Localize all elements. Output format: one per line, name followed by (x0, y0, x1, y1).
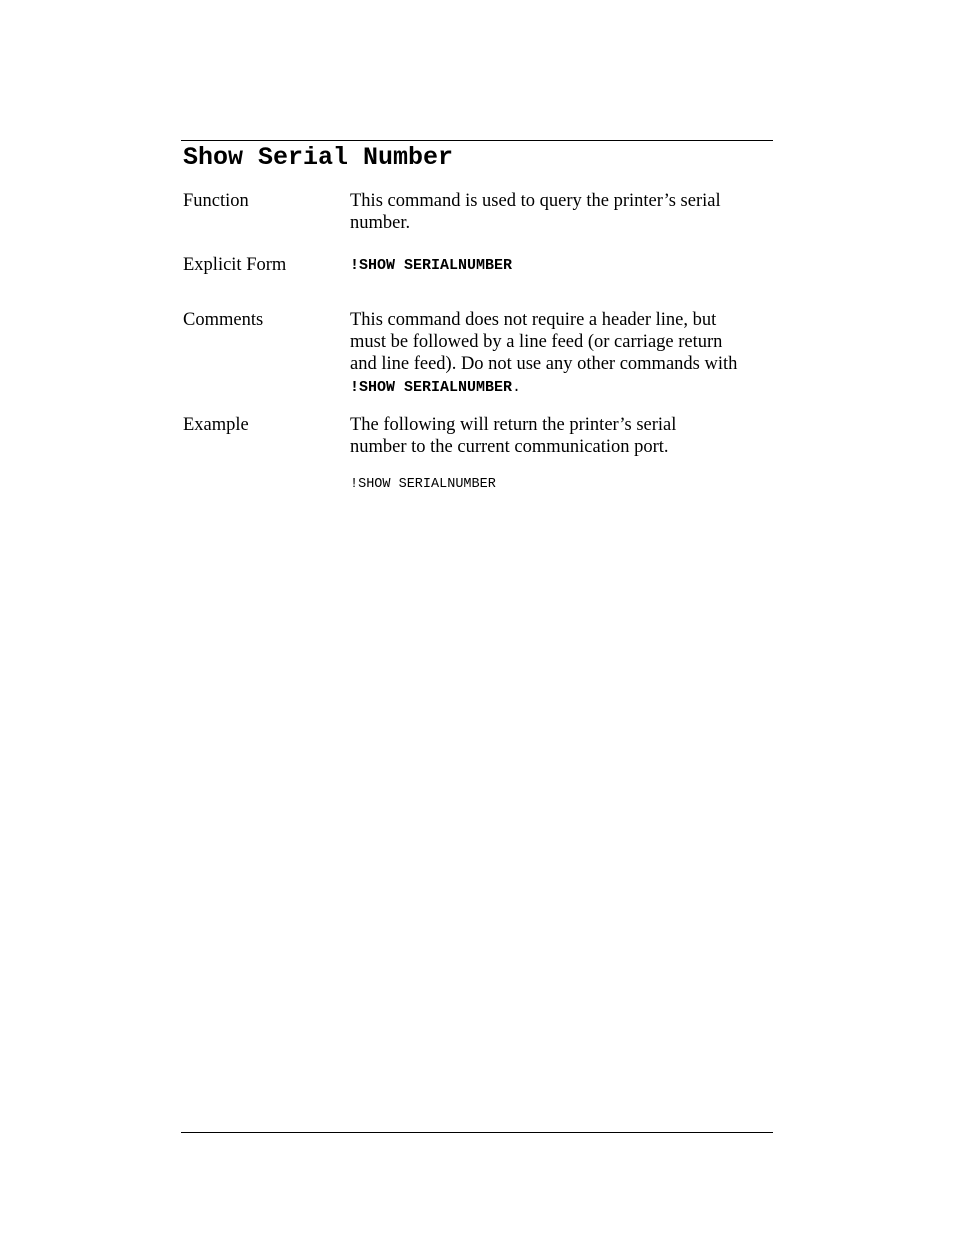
function-line-1: This command is used to query the printer’s serial (350, 191, 721, 211)
bottom-rule (181, 1132, 773, 1133)
example-line-2: number to the current communication port. (350, 437, 669, 457)
explicit-form-value (350, 253, 790, 276)
example-code: !SHOW SERIALNUMBER (350, 477, 496, 492)
comments-line-2: must be followed by a line feed (or carriage return (350, 332, 723, 352)
function-line-2: number. (350, 213, 411, 233)
comments-description (350, 309, 790, 398)
comments-line-1: This command does not require a header line, but (350, 310, 717, 330)
example-label: Example (183, 415, 249, 435)
comments-line-3: and line feed). Do not use any other commands with (350, 354, 738, 374)
comments-command-line (350, 375, 790, 398)
example-description (350, 414, 790, 458)
function-label: Function (183, 191, 249, 211)
comments-command: !SHOW SERIALNUMBER (350, 379, 513, 396)
function-description (350, 190, 790, 234)
comments-command-suffix: . (512, 379, 522, 396)
example-line-1: The following will return the printer’s serial (350, 415, 677, 435)
page-title: Show Serial Number (183, 143, 454, 172)
top-rule (181, 140, 773, 141)
comments-label: Comments (183, 310, 264, 330)
explicit-form-command: !SHOW SERIALNUMBER (350, 257, 513, 274)
explicit-form-label: Explicit Form (183, 255, 287, 275)
